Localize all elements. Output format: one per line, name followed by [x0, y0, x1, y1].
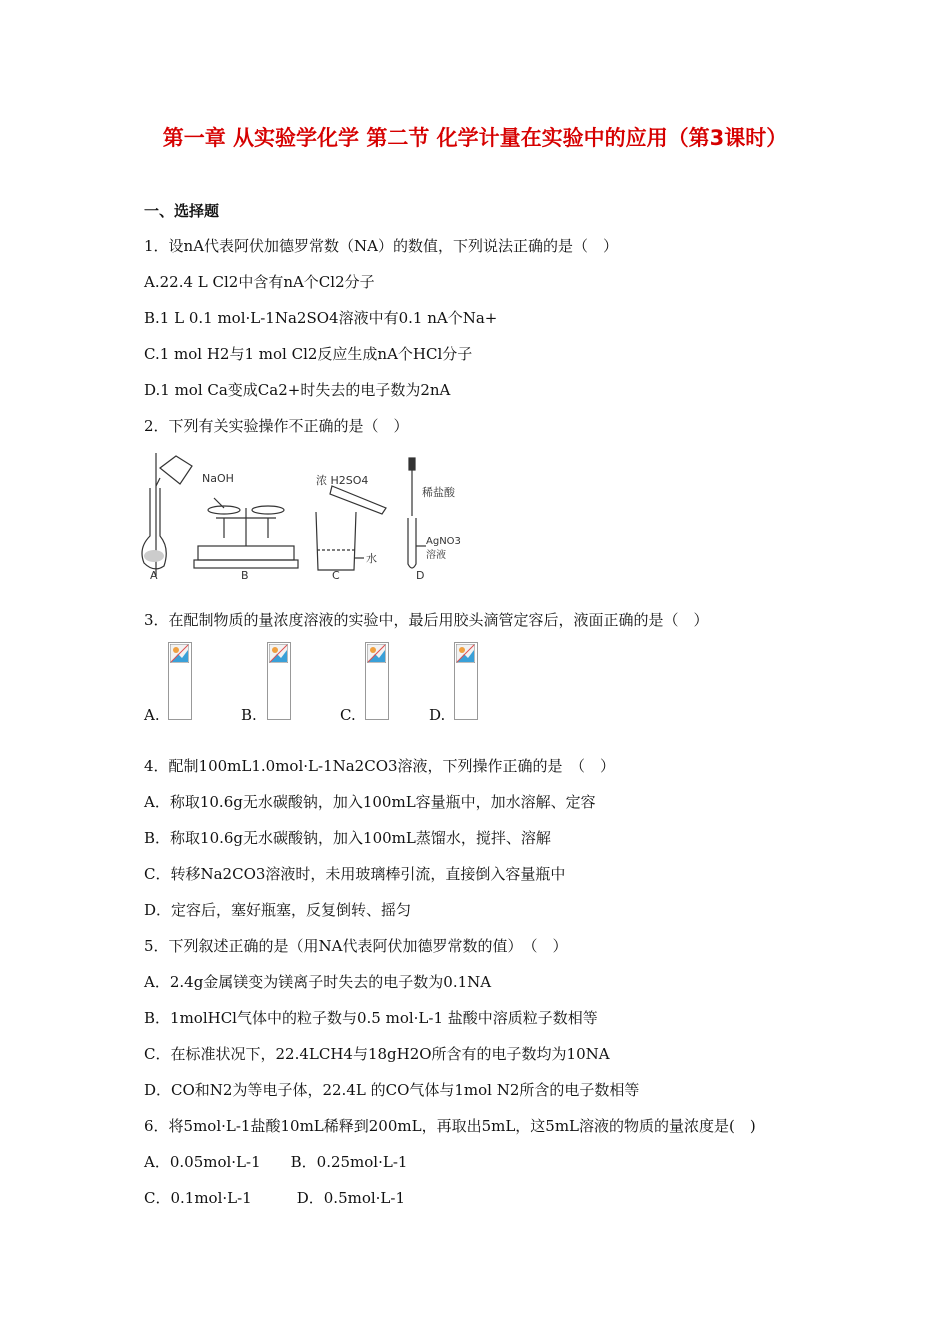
- q3-image-d: [454, 642, 478, 720]
- q6-options-ab: A．0.05mol·L-1 B．0.25mol·L-1: [144, 1153, 408, 1171]
- fig-label-h2so4: 浓 H2SO4: [316, 474, 369, 487]
- q3-option-d: D.: [429, 706, 446, 724]
- image-placeholder-icon: [269, 644, 288, 663]
- q4-option-d: D．定容后，塞好瓶塞，反复倒转、摇匀: [144, 901, 412, 919]
- q2-stem: 2．下列有关实验操作不正确的是（ ）: [144, 417, 409, 435]
- image-placeholder-icon: [170, 644, 189, 663]
- q6-stem: 6．将5mol·L-1盐酸10mL稀释到200mL，再取出5mL，这5mL溶液的物质的量浓度是( ): [144, 1117, 756, 1135]
- fig-label-agno3: AgNO3: [426, 536, 461, 547]
- fig-label-c: C: [332, 569, 340, 582]
- fig-label-water: 水: [366, 552, 377, 565]
- q3-image-b: [267, 642, 291, 720]
- q5-option-d: D．CO和N2为等电子体，22.4L 的CO气体与1mol N2所含的电子数相等: [144, 1081, 640, 1099]
- q4-option-c: C．转移Na2CO3溶液时，未用玻璃棒引流，直接倒入容量瓶中: [144, 865, 566, 883]
- q3-stem: 3．在配制物质的量浓度溶液的实验中，最后用胶头滴管定容后，液面正确的是（ ）: [144, 611, 709, 629]
- q3-image-a: [168, 642, 192, 720]
- q1-stem: 1．设nA代表阿伏加德罗常数（NA）的数值，下列说法正确的是（ ）: [144, 237, 618, 255]
- page-title: 第一章 从实验学化学 第二节 化学计量在实验中的应用（第3课时）: [162, 126, 788, 150]
- q5-option-a: A．2.4g金属镁变为镁离子时失去的电子数为0.1NA: [144, 973, 492, 991]
- q4-option-b: B．称取10.6g无水碳酸钠，加入100mL蒸馏水，搅拌、溶解: [144, 829, 551, 847]
- section-heading: 一、选择题: [144, 202, 220, 220]
- q6-options-cd: C．0.1mol·L-1 D．0.5mol·L-1: [144, 1189, 405, 1207]
- fig-label-d: D: [416, 569, 425, 582]
- q4-stem: 4．配制100mL1.0mol·L-1Na2CO3溶液，下列操作正确的是 （ ）: [144, 757, 616, 775]
- image-placeholder-icon: [367, 644, 386, 663]
- fig-label-hcl: 稀盐酸: [422, 486, 455, 499]
- fig-label-naoh: NaOH: [202, 472, 234, 485]
- lab-apparatus-figure: [136, 448, 466, 583]
- fig-label-b: B: [241, 569, 249, 582]
- fig-label-solution: 溶液: [426, 550, 446, 561]
- image-placeholder-icon: [456, 644, 475, 663]
- q5-option-b: B．1molHCl气体中的粒子数与0.5 mol·L-1 盐酸中溶质粒子数相等: [144, 1009, 598, 1027]
- q5-option-c: C．在标准状况下，22.4LCH4与18gH2O所含有的电子数均为10NA: [144, 1045, 610, 1063]
- q3-option-c: C.: [340, 706, 356, 724]
- q1-option-a: A.22.4 L Cl2中含有nA个Cl2分子: [144, 273, 375, 291]
- q5-stem: 5．下列叙述正确的是（用NA代表阿伏加德罗常数的值） （ ）: [144, 937, 568, 955]
- q4-option-a: A．称取10.6g无水碳酸钠，加入100mL容量瓶中，加水溶解、定容: [144, 793, 596, 811]
- q3-option-b: B.: [241, 706, 257, 724]
- fig-label-a: A: [150, 569, 158, 582]
- q1-option-c: C.1 mol H2与1 mol Cl2反应生成nA个HCl分子: [144, 345, 473, 363]
- q3-option-a: A.: [144, 706, 160, 724]
- q1-option-b: B.1 L 0.1 mol·L-1Na2SO4溶液中有0.1 nA个Na+: [144, 309, 498, 327]
- q1-option-d: D.1 mol Ca变成Ca2+时失去的电子数为2nA: [144, 381, 451, 399]
- q3-image-c: [365, 642, 389, 720]
